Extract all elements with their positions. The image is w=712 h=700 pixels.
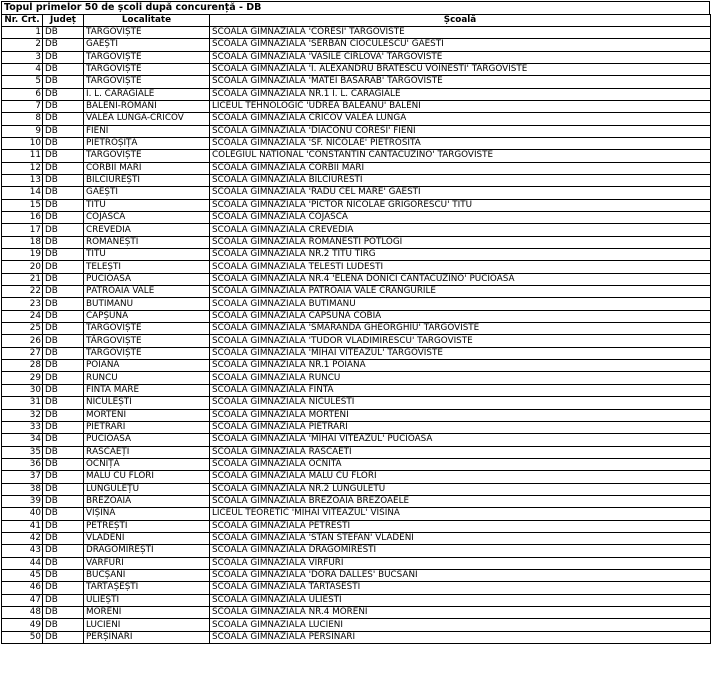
- table-row: [2, 150, 711, 162]
- cell-judet[interactable]: DB: [43, 434, 84, 446]
- cell-scoala[interactable]: SCOALA GIMNAZIALA 'MIHAI VITEAZUL' TARGOVISTE: [210, 347, 711, 359]
- cell-localitate[interactable]: MALU CU FLORI: [84, 471, 210, 483]
- cell-judet[interactable]: DB: [43, 582, 84, 594]
- cell-localitate[interactable]: TÂRTĂȘEȘTI: [84, 582, 210, 594]
- cell-nr-crt[interactable]: 48: [2, 607, 43, 619]
- cell-judet[interactable]: DB: [43, 162, 84, 174]
- table-row: [2, 286, 711, 298]
- cell-nr-crt[interactable]: 43: [2, 545, 43, 557]
- cell-nr-crt[interactable]: 8: [2, 113, 43, 125]
- cell-scoala[interactable]: SCOALA GIMNAZIALA NR.2 TITU TIRG: [210, 249, 711, 261]
- spreadsheet: [1, 1, 710, 644]
- cell-judet[interactable]: DB: [43, 569, 84, 581]
- cell-nr-crt[interactable]: 44: [2, 557, 43, 569]
- cell-judet[interactable]: DB: [43, 286, 84, 298]
- cell-judet[interactable]: DB: [43, 51, 84, 63]
- cell-judet[interactable]: DB: [43, 323, 84, 335]
- cell-localitate[interactable]: FINTA MARE: [84, 384, 210, 396]
- cell-judet[interactable]: DB: [43, 310, 84, 322]
- cell-localitate[interactable]: TÂRGOVIȘTE: [84, 347, 210, 359]
- cell-scoala[interactable]: LICEUL TEORETIC 'MIHAI VITEAZUL' VISINA: [210, 508, 711, 520]
- cell-judet[interactable]: DB: [43, 483, 84, 495]
- cell-judet[interactable]: DB: [43, 150, 84, 162]
- table-row: [2, 434, 711, 446]
- cell-nr-crt[interactable]: 12: [2, 162, 43, 174]
- cell-judet[interactable]: DB: [43, 125, 84, 137]
- cell-scoala[interactable]: SCOALA GIMNAZIALA 'PICTOR NICOLAE GRIGORESCU' TITU: [210, 199, 711, 211]
- table-row: [2, 495, 711, 507]
- cell-nr-crt[interactable]: 19: [2, 249, 43, 261]
- cell-scoala[interactable]: SCOALA GIMNAZIALA DRAGOMIRESTI: [210, 545, 711, 557]
- table-row: [2, 409, 711, 421]
- cell-scoala[interactable]: SCOALA GIMNAZIALA ULIESTI: [210, 594, 711, 606]
- cell-judet[interactable]: DB: [43, 63, 84, 75]
- cell-localitate[interactable]: LUCIENI: [84, 619, 210, 631]
- cell-scoala[interactable]: LICEUL TEHNOLOGIC 'UDREA BALEANU' BALENI: [210, 100, 711, 112]
- cell-localitate[interactable]: FIENI: [84, 125, 210, 137]
- cell-localitate[interactable]: PIETROȘIȚA: [84, 137, 210, 149]
- cell-scoala[interactable]: SCOALA GIMNAZIALA 'MATEI BASARAB' TARGOVISTE: [210, 76, 711, 88]
- table-row: [2, 372, 711, 384]
- cell-localitate[interactable]: BUTIMANU: [84, 298, 210, 310]
- cell-scoala[interactable]: SCOALA GIMNAZIALA CREVEDIA: [210, 224, 711, 236]
- cell-nr-crt[interactable]: 2: [2, 39, 43, 51]
- cell-nr-crt[interactable]: 9: [2, 125, 43, 137]
- table-row: [2, 545, 711, 557]
- cell-nr-crt[interactable]: 24: [2, 310, 43, 322]
- table-row: [2, 483, 711, 495]
- cell-judet[interactable]: DB: [43, 619, 84, 631]
- cell-nr-crt[interactable]: 7: [2, 100, 43, 112]
- table-row: [2, 125, 711, 137]
- header-judet: Județ: [43, 14, 84, 26]
- cell-judet[interactable]: DB: [43, 631, 84, 643]
- cell-judet[interactable]: DB: [43, 532, 84, 544]
- table-row: [2, 298, 711, 310]
- table-row: [2, 76, 711, 88]
- cell-scoala[interactable]: SCOALA GIMNAZIALA PATROAIA VALE CRANGURILE: [210, 286, 711, 298]
- cell-localitate[interactable]: PERȘINARI: [84, 631, 210, 643]
- cell-nr-crt[interactable]: 1: [2, 26, 43, 38]
- cell-scoala[interactable]: SCOALA GIMNAZIALA NR.2 LUNGULETU: [210, 483, 711, 495]
- cell-localitate[interactable]: VLĂDENI: [84, 532, 210, 544]
- cell-nr-crt[interactable]: 46: [2, 582, 43, 594]
- cell-nr-crt[interactable]: 47: [2, 594, 43, 606]
- cell-localitate[interactable]: TITU: [84, 249, 210, 261]
- cell-judet[interactable]: DB: [43, 471, 84, 483]
- cell-nr-crt[interactable]: 17: [2, 224, 43, 236]
- cell-nr-crt[interactable]: 34: [2, 434, 43, 446]
- cell-scoala[interactable]: COLEGIUL NATIONAL 'CONSTANTIN CANTACUZINO' TARGOVISTE: [210, 150, 711, 162]
- cell-localitate[interactable]: TELEȘTI: [84, 261, 210, 273]
- cell-judet[interactable]: DB: [43, 174, 84, 186]
- cell-scoala[interactable]: SCOALA GIMNAZIALA COJASCA: [210, 212, 711, 224]
- cell-nr-crt[interactable]: 28: [2, 360, 43, 372]
- cell-scoala[interactable]: SCOALA GIMNAZIALA TELESTI LUDESTI: [210, 261, 711, 273]
- table-row: [2, 39, 711, 51]
- cell-judet[interactable]: DB: [43, 372, 84, 384]
- table-row: [2, 471, 711, 483]
- cell-localitate[interactable]: BILCIUREȘTI: [84, 174, 210, 186]
- cell-judet[interactable]: DB: [43, 137, 84, 149]
- cell-nr-crt[interactable]: 37: [2, 471, 43, 483]
- table-row: [2, 113, 711, 125]
- table-row: [2, 347, 711, 359]
- cell-judet[interactable]: DB: [43, 520, 84, 532]
- table-row: [2, 384, 711, 396]
- table-row: [2, 594, 711, 606]
- table-row: [2, 619, 711, 631]
- cell-judet[interactable]: DB: [43, 557, 84, 569]
- cell-localitate[interactable]: TÂRGOVIȘTE: [84, 51, 210, 63]
- cell-scoala[interactable]: SCOALA GIMNAZIALA RASCAETI: [210, 446, 711, 458]
- cell-scoala[interactable]: SCOALA GIMNAZIALA BREZOAIA BREZOAELE: [210, 495, 711, 507]
- cell-judet[interactable]: DB: [43, 458, 84, 470]
- table-row: [2, 88, 711, 100]
- sheet-title: Topul primelor 50 de școli după concurență - DB: [1, 1, 710, 14]
- cell-scoala[interactable]: SCOALA GIMNAZIALA CAPSUNA COBIA: [210, 310, 711, 322]
- table-row: [2, 569, 711, 581]
- table-row: [2, 137, 711, 149]
- cell-localitate[interactable]: TÂRGOVIȘTE: [84, 335, 210, 347]
- cell-judet[interactable]: DB: [43, 298, 84, 310]
- cell-nr-crt[interactable]: 5: [2, 76, 43, 88]
- cell-nr-crt[interactable]: 27: [2, 347, 43, 359]
- cell-nr-crt[interactable]: 18: [2, 236, 43, 248]
- cell-scoala[interactable]: SCOALA GIMNAZIALA NR.1 I. L. CARAGIALE: [210, 88, 711, 100]
- cell-nr-crt[interactable]: 30: [2, 384, 43, 396]
- cell-nr-crt[interactable]: 50: [2, 631, 43, 643]
- cell-scoala[interactable]: SCOALA GIMNAZIALA MALU CU FLORI: [210, 471, 711, 483]
- cell-localitate[interactable]: VALEA LUNGĂ-CRICOV: [84, 113, 210, 125]
- cell-localitate[interactable]: DRAGOMIREȘTI: [84, 545, 210, 557]
- cell-scoala[interactable]: SCOALA GIMNAZIALA 'MIHAI VITEAZUL' PUCIOASA: [210, 434, 711, 446]
- cell-scoala[interactable]: SCOALA GIMNAZIALA CORBII MARI: [210, 162, 711, 174]
- cell-localitate[interactable]: OCNIȚA: [84, 458, 210, 470]
- table-row: [2, 397, 711, 409]
- cell-judet[interactable]: DB: [43, 421, 84, 433]
- cell-localitate[interactable]: GĂEȘTI: [84, 39, 210, 51]
- cell-scoala[interactable]: SCOALA GIMNAZIALA 'TUDOR VLADIMIRESCU' TARGOVISTE: [210, 335, 711, 347]
- table-body: [2, 26, 711, 643]
- cell-scoala[interactable]: SCOALA GIMNAZIALA 'VASILE CIRLOVA' TARGOVISTE: [210, 51, 711, 63]
- cell-nr-crt[interactable]: 3: [2, 51, 43, 63]
- cell-localitate[interactable]: TÂRGOVIȘTE: [84, 63, 210, 75]
- cell-scoala[interactable]: SCOALA GIMNAZIALA 'RADU CEL MARE' GAESTI: [210, 187, 711, 199]
- cell-localitate[interactable]: PĂTROAIA VALE: [84, 286, 210, 298]
- cell-nr-crt[interactable]: 6: [2, 88, 43, 100]
- table-row: [2, 199, 711, 211]
- cell-nr-crt[interactable]: 31: [2, 397, 43, 409]
- schools-table: [1, 14, 711, 645]
- cell-nr-crt[interactable]: 38: [2, 483, 43, 495]
- cell-localitate[interactable]: BUCȘANI: [84, 569, 210, 581]
- cell-localitate[interactable]: LUNGULEȚU: [84, 483, 210, 495]
- cell-nr-crt[interactable]: 22: [2, 286, 43, 298]
- table-row: [2, 421, 711, 433]
- cell-scoala[interactable]: SCOALA GIMNAZIALA BILCIURESTI: [210, 174, 711, 186]
- cell-localitate[interactable]: TITU: [84, 199, 210, 211]
- cell-localitate[interactable]: BĂLENI-ROMÂNI: [84, 100, 210, 112]
- cell-judet[interactable]: DB: [43, 100, 84, 112]
- cell-nr-crt[interactable]: 13: [2, 174, 43, 186]
- cell-scoala[interactable]: SCOALA GIMNAZIALA ROMANESTI POTLOGI: [210, 236, 711, 248]
- table-row: [2, 212, 711, 224]
- cell-scoala[interactable]: SCOALA GIMNAZIALA TARTASESTI: [210, 582, 711, 594]
- cell-judet[interactable]: DB: [43, 224, 84, 236]
- cell-localitate[interactable]: COJASCA: [84, 212, 210, 224]
- cell-judet[interactable]: DB: [43, 212, 84, 224]
- cell-localitate[interactable]: PUCIOASA: [84, 273, 210, 285]
- cell-nr-crt[interactable]: 26: [2, 335, 43, 347]
- cell-localitate[interactable]: MORENI: [84, 607, 210, 619]
- table-row: [2, 100, 711, 112]
- cell-judet[interactable]: DB: [43, 249, 84, 261]
- cell-localitate[interactable]: CĂPȘUNA: [84, 310, 210, 322]
- cell-scoala[interactable]: SCOALA GIMNAZIALA PIETRARI: [210, 421, 711, 433]
- cell-judet[interactable]: DB: [43, 384, 84, 396]
- cell-localitate[interactable]: RĂSCĂEȚI: [84, 446, 210, 458]
- table-row: [2, 446, 711, 458]
- cell-nr-crt[interactable]: 36: [2, 458, 43, 470]
- table-row: [2, 162, 711, 174]
- cell-scoala[interactable]: SCOALA GIMNAZIALA BUTIMANU: [210, 298, 711, 310]
- cell-localitate[interactable]: VÂRFURI: [84, 557, 210, 569]
- cell-localitate[interactable]: PIETRARI: [84, 421, 210, 433]
- cell-localitate[interactable]: ULIEȘTI: [84, 594, 210, 606]
- cell-localitate[interactable]: PUCIOASA: [84, 434, 210, 446]
- cell-nr-crt[interactable]: 35: [2, 446, 43, 458]
- cell-nr-crt[interactable]: 4: [2, 63, 43, 75]
- cell-judet[interactable]: DB: [43, 347, 84, 359]
- cell-localitate[interactable]: TÂRGOVIȘTE: [84, 26, 210, 38]
- cell-scoala[interactable]: SCOALA GIMNAZIALA FINTA: [210, 384, 711, 396]
- cell-localitate[interactable]: MORTENI: [84, 409, 210, 421]
- cell-nr-crt[interactable]: 39: [2, 495, 43, 507]
- cell-judet[interactable]: DB: [43, 273, 84, 285]
- cell-nr-crt[interactable]: 15: [2, 199, 43, 211]
- cell-nr-crt[interactable]: 32: [2, 409, 43, 421]
- table-row: [2, 557, 711, 569]
- cell-scoala[interactable]: SCOALA GIMNAZIALA PERSINARI: [210, 631, 711, 643]
- cell-judet[interactable]: DB: [43, 607, 84, 619]
- table-row: [2, 458, 711, 470]
- table-row: [2, 187, 711, 199]
- cell-scoala[interactable]: SCOALA GIMNAZIALA 'SERBAN CIOCULESCU' GAESTI: [210, 39, 711, 51]
- cell-nr-crt[interactable]: 20: [2, 261, 43, 273]
- cell-judet[interactable]: DB: [43, 187, 84, 199]
- cell-nr-crt[interactable]: 23: [2, 298, 43, 310]
- cell-judet[interactable]: DB: [43, 545, 84, 557]
- cell-nr-crt[interactable]: 11: [2, 150, 43, 162]
- table-row: [2, 532, 711, 544]
- header-scoala: Școală: [210, 14, 711, 26]
- cell-judet[interactable]: DB: [43, 261, 84, 273]
- cell-localitate[interactable]: TÂRGOVIȘTE: [84, 76, 210, 88]
- cell-nr-crt[interactable]: 10: [2, 137, 43, 149]
- cell-scoala[interactable]: SCOALA GIMNAZIALA NR.4 'ELENA DONICI CANTACUZINO' PUCIOASA: [210, 273, 711, 285]
- cell-nr-crt[interactable]: 25: [2, 323, 43, 335]
- cell-localitate[interactable]: PETREȘTI: [84, 520, 210, 532]
- cell-scoala[interactable]: SCOALA GIMNAZIALA 'STAN STEFAN' VLADENI: [210, 532, 711, 544]
- cell-localitate[interactable]: CREVEDIA: [84, 224, 210, 236]
- table-row: [2, 261, 711, 273]
- cell-nr-crt[interactable]: 29: [2, 372, 43, 384]
- cell-nr-crt[interactable]: 21: [2, 273, 43, 285]
- cell-localitate[interactable]: CORBII MARI: [84, 162, 210, 174]
- cell-judet[interactable]: DB: [43, 199, 84, 211]
- cell-scoala[interactable]: SCOALA GIMNAZIALA 'DORA DALLES' BUCSANI: [210, 569, 711, 581]
- cell-judet[interactable]: DB: [43, 26, 84, 38]
- cell-scoala[interactable]: SCOALA GIMNAZIALA 'CORESI' TARGOVISTE: [210, 26, 711, 38]
- cell-nr-crt[interactable]: 41: [2, 520, 43, 532]
- cell-scoala[interactable]: SCOALA GIMNAZIALA 'SMARANDA GHEORGHIU' TARGOVISTE: [210, 323, 711, 335]
- header-nr-crt: Nr. Crt.: [2, 14, 43, 26]
- cell-scoala[interactable]: SCOALA GIMNAZIALA 'SF. NICOLAE' PIETROSITA: [210, 137, 711, 149]
- table-row: [2, 360, 711, 372]
- table-row: [2, 607, 711, 619]
- cell-scoala[interactable]: SCOALA GIMNAZIALA 'I. ALEXANDRU BRATESCU VOINESTI' TARGOVISTE: [210, 63, 711, 75]
- cell-scoala[interactable]: SCOALA GIMNAZIALA PETRESTI: [210, 520, 711, 532]
- cell-judet[interactable]: DB: [43, 113, 84, 125]
- cell-scoala[interactable]: SCOALA GIMNAZIALA 'DIACONU CORESI' FIENI: [210, 125, 711, 137]
- cell-judet[interactable]: DB: [43, 236, 84, 248]
- cell-judet[interactable]: DB: [43, 409, 84, 421]
- table-row: [2, 310, 711, 322]
- cell-judet[interactable]: DB: [43, 335, 84, 347]
- cell-localitate[interactable]: RUNCU: [84, 372, 210, 384]
- cell-scoala[interactable]: SCOALA GIMNAZIALA NICULESTI: [210, 397, 711, 409]
- header-row: [2, 14, 711, 26]
- table-row: [2, 51, 711, 63]
- table-row: [2, 249, 711, 261]
- cell-localitate[interactable]: POIANA: [84, 360, 210, 372]
- cell-localitate[interactable]: TÂRGOVIȘTE: [84, 323, 210, 335]
- table-row: [2, 26, 711, 38]
- cell-judet[interactable]: DB: [43, 76, 84, 88]
- table-row: [2, 520, 711, 532]
- header-localitate: Localitate: [84, 14, 210, 26]
- cell-scoala[interactable]: SCOALA GIMNAZIALA LUCIENI: [210, 619, 711, 631]
- cell-scoala[interactable]: SCOALA GIMNAZIALA VIRFURI: [210, 557, 711, 569]
- cell-judet[interactable]: DB: [43, 495, 84, 507]
- cell-judet[interactable]: DB: [43, 88, 84, 100]
- table-row: [2, 631, 711, 643]
- cell-scoala[interactable]: SCOALA GIMNAZIALA RUNCU: [210, 372, 711, 384]
- table-row: [2, 323, 711, 335]
- cell-localitate[interactable]: BREZOAIA: [84, 495, 210, 507]
- table-row: [2, 224, 711, 236]
- cell-judet[interactable]: DB: [43, 397, 84, 409]
- cell-judet[interactable]: DB: [43, 446, 84, 458]
- cell-localitate[interactable]: ROMÂNEȘTI: [84, 236, 210, 248]
- cell-nr-crt[interactable]: 49: [2, 619, 43, 631]
- cell-localitate[interactable]: VIȘINA: [84, 508, 210, 520]
- cell-nr-crt[interactable]: 16: [2, 212, 43, 224]
- cell-nr-crt[interactable]: 42: [2, 532, 43, 544]
- table-row: [2, 273, 711, 285]
- table-row: [2, 508, 711, 520]
- cell-scoala[interactable]: SCOALA GIMNAZIALA NR.4 MORENI: [210, 607, 711, 619]
- table-row: [2, 236, 711, 248]
- cell-nr-crt[interactable]: 45: [2, 569, 43, 581]
- cell-nr-crt[interactable]: 40: [2, 508, 43, 520]
- cell-judet[interactable]: DB: [43, 39, 84, 51]
- table-row: [2, 582, 711, 594]
- cell-scoala[interactable]: SCOALA GIMNAZIALA OCNITA: [210, 458, 711, 470]
- cell-localitate[interactable]: I. L. CARAGIALE: [84, 88, 210, 100]
- cell-nr-crt[interactable]: 14: [2, 187, 43, 199]
- table-row: [2, 174, 711, 186]
- table-row: [2, 63, 711, 75]
- cell-judet[interactable]: DB: [43, 360, 84, 372]
- cell-localitate[interactable]: NICULEȘTI: [84, 397, 210, 409]
- table-row: [2, 335, 711, 347]
- cell-localitate[interactable]: TÂRGOVIȘTE: [84, 150, 210, 162]
- cell-scoala[interactable]: SCOALA GIMNAZIALA MORTENI: [210, 409, 711, 421]
- cell-nr-crt[interactable]: 33: [2, 421, 43, 433]
- cell-judet[interactable]: DB: [43, 508, 84, 520]
- cell-scoala[interactable]: SCOALA GIMNAZIALA CRICOV VALEA LUNGA: [210, 113, 711, 125]
- cell-localitate[interactable]: GĂEȘTI: [84, 187, 210, 199]
- cell-judet[interactable]: DB: [43, 594, 84, 606]
- cell-scoala[interactable]: SCOALA GIMNAZIALA NR.1 POIANA: [210, 360, 711, 372]
